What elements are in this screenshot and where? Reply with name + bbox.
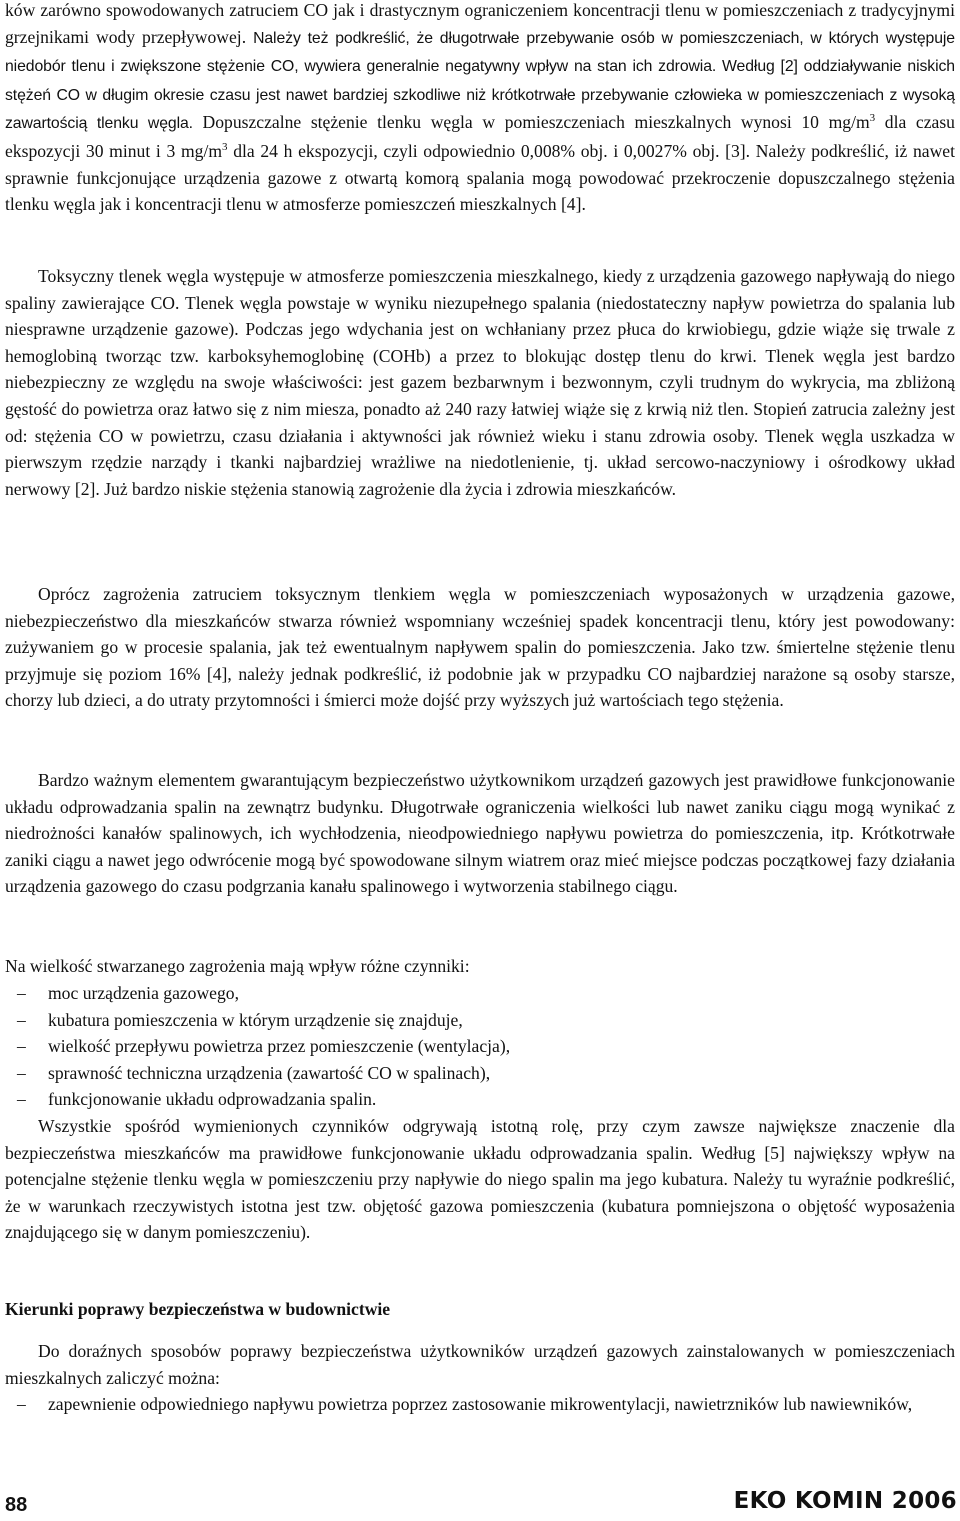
paragraph-toxic-co: Toksyczny tlenek węgla występuje w atmosferze pomieszczenia mieszkalnego, kiedy z urządzenia gazowego napływają do niego spaliny zawierające CO. Tlenek węgla powstaje w wyniku niezupełnego spalania (niedostateczny napływ powietrza do spalania lub niesprawne urządzenie gazowe). Podczas jego wdychania jest on wchłaniany przez płuca do krwiobiegu, gdzie wiąże się trwale z hemoglobiną tworząc tzw. karboksyhemoglobinę (COHb) a przez to blokując dostęp tlenu do krwi. Tlenek węgla jest bardzo niebezpieczny ze względu na swoje właściwości: jest gazem bezbarwnym i bezwonnym, czyli trudnym do wykrycia, ma zbliżoną gęstość do powietrza oraz łatwo się z nim miesza, ponadto aż 240 razy łatwiej wiąże się z krwią niż tlen. Stopień zatrucia zależny jest od: stężenia CO w powietrzu, czasu działania i aktywności jak również wieku i stanu zdrowia osoby. Tlenek węgla uszkadza w pierwszym rzędzie narządy i tkanki najbardziej wrażliwe na niedotlenienie, tj. układ sercowo-naczyniowy i ośrodkowy układ nerwowy [2]. Już bardzo niskie stężenia stanowią zagrożenie dla życia i zdrowia mieszkańców.: [5, 266, 955, 499]
list-item-text: zapewnienie odpowiedniego napływu powietrza poprzez zastosowanie mikrowentylacji, nawietrzników lub nawiewników,: [48, 1394, 913, 1414]
list-item: [5, 1086, 955, 1113]
paragraph-text: ków zarówno spowodowanych zatruciem CO jak i drastycznym ograniczeniem koncentracji tlenu w pomieszczeniach z tradycyjnymi grzejnikami wody przepływowej.: [5, 0, 955, 47]
list-item-text: funkcjonowanie układu odprowadzania spalin.: [48, 1089, 377, 1110]
paragraph-flue-system: Bardzo ważnym elementem gwarantującym bezpieczeństwo użytkownikom urządzeń gazowych jest prawidłowe funkcjonowanie układu odprowadzania spalin na zewnątrz budynku. Długotrwałe ograniczenia wielkości lub nawet zaniku ciągu mogą wynikać z niedrożności kanałów spalinowych, ich wychłodzenia, nieodpowiedniego napływu powietrza do pomieszczenia, itp. Krótkotrwałe zaniki ciągu a nawet jego odwrócenie mogą być spowodowane silnym wiatrem oraz mieć miejsce podczas początkowej fazy działania urządzenia gazowego do czasu podgrzania kanału spalinowego i wytworzenia stabilnego ciągu.: [5, 770, 955, 897]
measures-list: [5, 1391, 955, 1418]
paragraph-factors-intro: Na wielkość stwarzanego zagrożenia mają wpływ różne czynniki:: [5, 956, 470, 976]
list-item: [5, 1033, 955, 1060]
paragraph-factors-summary: Wszystkie spośród wymienionych czynników odgrywają istotną rolę, przy czym zawsze największe znaczenie dla bezpieczeństwa mieszkańców ma prawidłowe funkcjonowanie układu odprowadzania spalin. Według [5] największy wpływ na potencjalne stężenie tlenku węgla w pomieszczeniu przy napływie do niego spalin ma jego kubatura. Należy tu wyraźnie podkreślić, że w warunkach rzeczywistych istotna jest tzw. objętość gazowa pomieszczenia (kubatura pomniejszona o objętość wyposażenia znajdującego się w danym pomieszczeniu).: [5, 1116, 955, 1243]
list-dash: –: [17, 1394, 26, 1414]
section-heading: Kierunki poprawy bezpieczeństwa w budownictwie: [5, 1299, 391, 1319]
paragraph-text: Należy podkreślić, iż nawet sprawnie funkcjonujące urządzenia gazowe z otwartą komorą spalania mogą powodować przekroczenie dopuszczalnego stężenia tlenku węgla jak i koncentracji tlenu w atmosferze pomieszczeń mieszkalnych [4].: [5, 140, 955, 215]
list-item: [5, 1391, 955, 1418]
paragraph-text: dla czasu ekspozycji 30 minut i 3 mg/m: [5, 112, 955, 161]
list-dash: –: [17, 983, 26, 1003]
list-item-text: kubatura pomieszczenia w którym urządzenie się znajduje,: [48, 1009, 463, 1030]
list-item: [5, 980, 955, 1007]
paragraph-oxygen-concentration: Oprócz zagrożenia zatruciem toksycznym tlenkiem węgla w pomieszczeniach wyposażonych w urządzenia gazowe, niebezpieczeństwo dla mieszkańców stwarza również wspomniany wcześniej spadek koncentracji tlenu, który jest powodowany: zużywaniem go w procesie spalania, jak też ewentualnym napływem spalin do pomieszczenia. Jako tzw. śmiertelne stężenie tlenu przyjmuje się poziom 16% [4], należy jednak podkreślić, iż podobnie jak w przypadku CO najbardziej narażone są osoby starsze, chorzy lub dzieci, a do utraty przytomności i śmierci może dojść przy wyższych już wartościach tego stężenia.: [5, 584, 955, 711]
list-dash: –: [17, 1036, 26, 1057]
page-number: 88: [5, 1494, 28, 1516]
journal-title: EKO KOMIN 2006: [733, 1488, 957, 1514]
list-item: [5, 1060, 955, 1087]
factors-list: [5, 980, 955, 1113]
paragraph-measures-intro: Do doraźnych sposobów poprawy bezpieczeństwa użytkowników urządzeń gazowych zainstalowanych w pomieszczeniach mieszkalnych zaliczyć można:: [5, 1341, 955, 1388]
list-dash: –: [17, 1062, 26, 1083]
paragraph-text-sans: Należy też podkreślić, że długotrwałe przebywanie osób w pomieszczeniach, w których występuje niedobór tlenu i zwiększone stężenie CO, wywiera generalnie negatywny wpływ na stan ich zdrowia. Według [2] oddziaływanie niskich stężeń CO w długim okresie czasu jest nawet bardziej szkodliwe niż krótkotrwałe przebywanie człowieka w pomieszczeniach z wysoką zawartością tlenku węgla.: [5, 29, 955, 133]
paragraph-co-oxygen-deficit: [5, 0, 955, 218]
paragraph-text: Dopuszczalne stężenie tlenku węgla w pomieszczeniach mieszkalnych wynosi 10 mg/m: [202, 112, 870, 133]
list-item-text: sprawność techniczna urządzenia (zawartość CO w spalinach),: [48, 1062, 491, 1083]
paragraph-text: dla 24 h ekspozycji, czyli odpowiednio 0,008% obj. i 0,0027% obj. [3].: [227, 140, 756, 161]
list-item-text: wielkość przepływu powietrza przez pomieszczenie (wentylacja),: [48, 1036, 511, 1057]
list-dash: –: [17, 1089, 26, 1110]
list-item: [5, 1007, 955, 1034]
list-dash: –: [17, 1009, 26, 1030]
superscript: 3: [869, 112, 876, 125]
list-item-text: moc urządzenia gazowego,: [48, 983, 239, 1003]
superscript: 3: [222, 141, 228, 154]
